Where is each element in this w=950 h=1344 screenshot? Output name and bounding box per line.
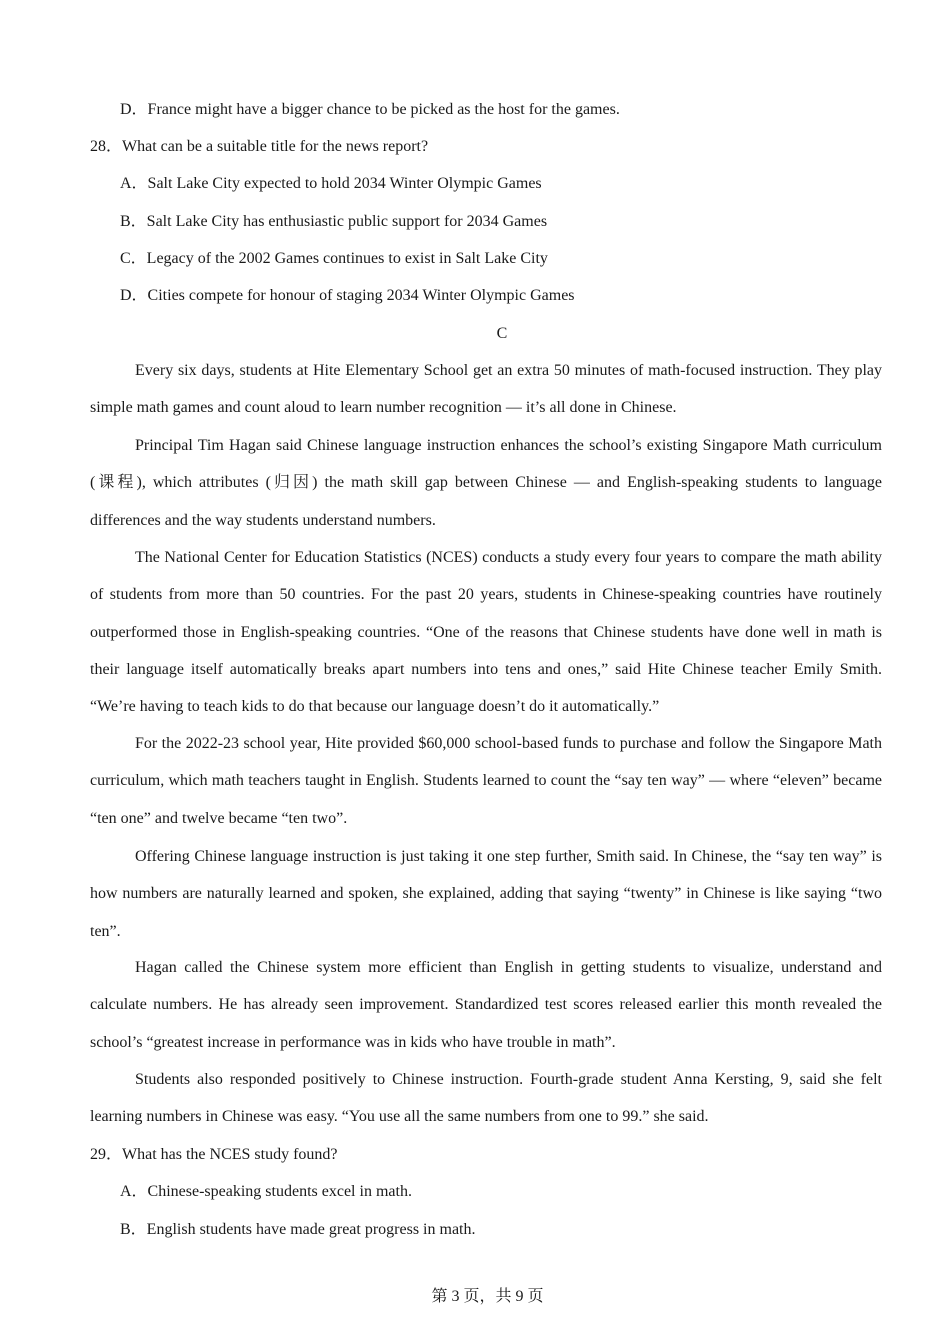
q28-option-c: C．Legacy of the 2002 Games continues to exist in Salt Lake City (120, 250, 548, 267)
q28-option-d: D．Cities compete for honour of staging 2034 Winter Olympic Games (120, 287, 575, 304)
q28-option-a: A．Salt Lake City expected to hold 2034 Winter Olympic Games (120, 175, 542, 192)
passage-heading: C (496, 325, 508, 342)
passage-paragraph-3: The National Center for Education Statistics (NCES) conducts a study every four years to compare the math ability of students from more than 50 countries. For the past 20 years, students in Chinese-speaking countries have routinely outperformed those in English-speaking countries. “One of the reasons that Chinese students have done well in math is their language itself automatically breaks apart numbers into tens and ones,” said Hite Chinese teacher Emily Smith. “We’re having to teach kids to do that because our language doesn’t do it automatically.” (90, 549, 882, 716)
q29-option-b: B．English students have made great progress in math. (120, 1221, 476, 1238)
passage-paragraph-1: Every six days, students at Hite Elementary School get an extra 50 minutes of math-focused instruction. They play simple math games and count aloud to learn number recognition — it’s all done in Chinese. (90, 362, 882, 417)
passage-paragraph-6: Hagan called the Chinese system more efficient than English in getting students to visualize, understand and calculate numbers. He has already seen improvement. Standardized test scores released earlier this month revealed the school’s “greatest increase in performance was in kids who have trouble in math”. (90, 959, 882, 1051)
q28-prompt: 28．What can be a suitable title for the news report? (90, 138, 429, 155)
passage-paragraph-7: Students also responded positively to Chinese instruction. Fourth-grade student Anna Kersting, 9, said she felt learning numbers in Chinese was easy. “You use all the same numbers from one to 99.” she said. (90, 1071, 882, 1126)
q27-option-d: D．France might have a bigger chance to be picked as the host for the games. (120, 101, 620, 118)
q29-option-a: A．Chinese-speaking students excel in math. (120, 1183, 412, 1200)
page-number-footer: 第 3 页，共 9 页 (431, 1288, 544, 1305)
q28-option-b: B．Salt Lake City has enthusiastic public support for 2034 Games (120, 213, 548, 230)
passage-paragraph-5: Offering Chinese language instruction is just taking it one step further, Smith said. In Chinese, the “say ten way” is how numbers are naturally learned and spoken, she explained, adding that saying “twenty” in Chinese is like saying “two ten”. (90, 848, 882, 940)
passage-paragraph-4: For the 2022-23 school year, Hite provided $60,000 school-based funds to purchase and follow the Singapore Math curriculum, which math teachers taught in English. Students learned to count the “say ten way” — where “eleven” became “ten one” and twelve became “ten two”. (90, 735, 882, 827)
passage-paragraph-2: Principal Tim Hagan said Chinese language instruction enhances the school’s existing Singapore Math curriculum (课程), which attributes (归因) the math skill gap between Chinese — and English-speaking students to language differences and the way students understand numbers. (90, 437, 882, 529)
q29-prompt: 29．What has the NCES study found? (90, 1146, 338, 1163)
